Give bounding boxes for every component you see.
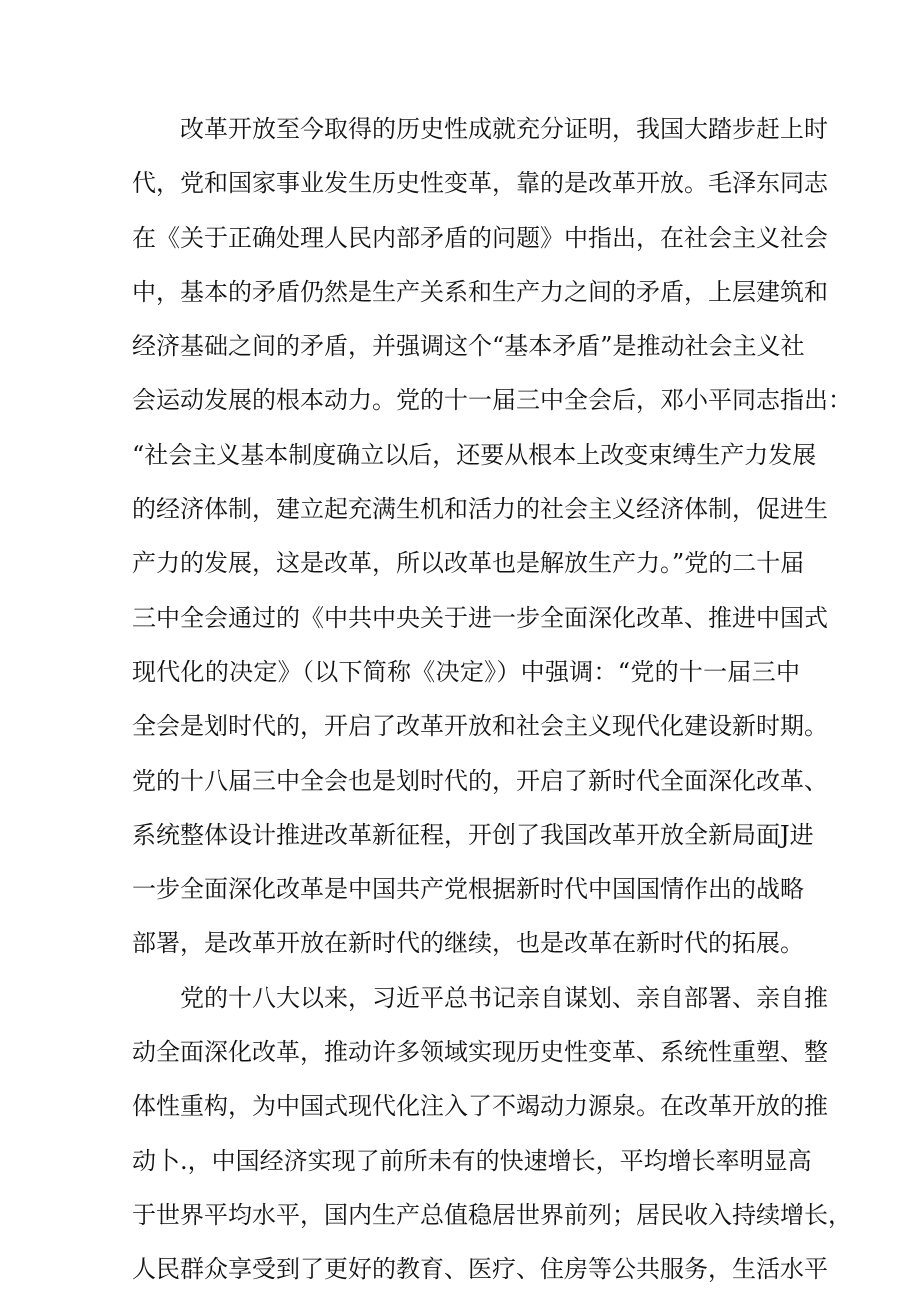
paragraph-line: 党的十八届三中全会也是划时代的，开启了新时代全面深化改革、 — [132, 766, 828, 795]
paragraph-2 — [132, 971, 852, 1297]
paragraph-line: 于世界平均水平，国内生产总值稳居世界前列；居民收入持续增长， — [132, 1200, 852, 1229]
paragraph-line: 动全面深化改革，推动许多领域实现历史性变革、系统性重塑、整 — [132, 1038, 828, 1067]
paragraph-line: “社会主义基本制度确立以后，还要从根本上改变束缚生产力发展 — [132, 440, 817, 469]
paragraph-line: 党的十八大以来，习近平总书记亲自谋划、亲自部署、亲自推 — [180, 983, 828, 1012]
paragraph-line: 中，基本的矛盾仍然是生产关系和生产力之间的矛盾，上层建筑和 — [132, 277, 828, 306]
paragraph-line: 一步全面深化改革是中国共产党根据新时代中国国情作出的战略 — [132, 875, 804, 904]
paragraph-line: 系统整体设计推进改革新征程，开创了我国改革开放全新局面J进 — [132, 820, 814, 849]
paragraph-line: 部署，是改革开放在新时代的继续，也是改革在新时代的拓展。 — [132, 929, 804, 958]
paragraph-line: 人民群众享受到了更好的教育、医疗、住房等公共服务，生活水平 — [132, 1255, 828, 1284]
paragraph-line: 代，党和国家事业发生历史性变革，靠的是改革开放。毛泽东同志 — [132, 169, 828, 198]
paragraph-line: 在《关于正确处理人民内部矛盾的问题》中指出，在社会主义社会 — [132, 223, 828, 252]
paragraph-line: 动卜.，中国经济实现了前所未有的快速增长，平均增长率明显高 — [132, 1146, 812, 1175]
paragraph-1 — [132, 102, 852, 971]
paragraph-line: 的经济体制，建立起充满生机和活力的社会主义经济体制，促进生 — [132, 495, 828, 524]
paragraph-line: 体性重构，为中国式现代化注入了不竭动力源泉。在改革开放的推 — [132, 1092, 828, 1121]
paragraph-line: 改革开放至今取得的历史性成就充分证明，我国大踏步赶上时 — [180, 115, 828, 143]
paragraph-line: 会运动发展的根本动力。党的十一届三中全会后，邓小平同志指出： — [132, 386, 852, 415]
paragraph-line: 经济基础之间的矛盾，并强调这个“基本矛盾”是推动社会主义社 — [132, 332, 805, 361]
paragraph-line: 全会是划时代的，开启了改革开放和社会主义现代化建设新时期。 — [132, 712, 828, 741]
document-body — [132, 102, 852, 1297]
paragraph-line: 三中全会通过的《中共中央关于进一步全面深化改革、推进中国式 — [132, 603, 828, 632]
paragraph-line: 产力的发展，这是改革，所以改革也是解放生产力。”党的二十届 — [132, 549, 805, 578]
paragraph-line: 现代化的决定》（以下简称《决定》）中强调：“党的十一届三中 — [132, 657, 800, 686]
